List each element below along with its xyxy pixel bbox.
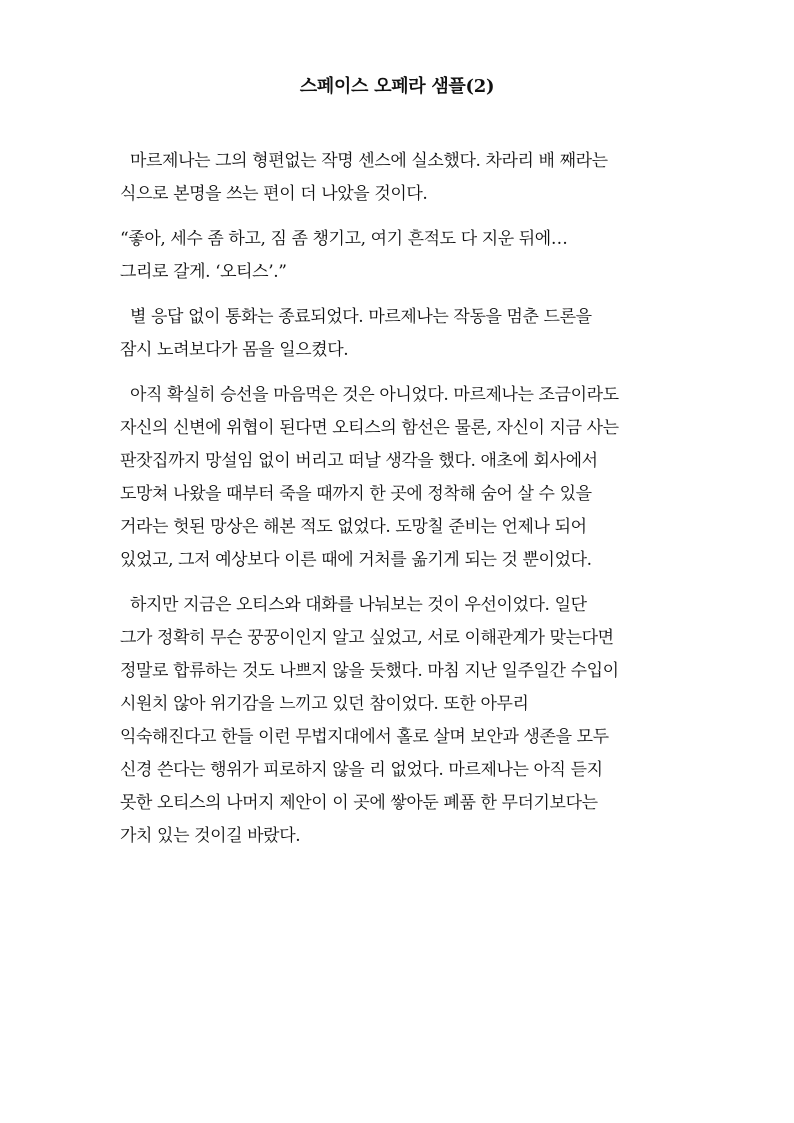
paragraph — [120, 379, 680, 577]
text-line: 잠시 노려보다가 몸을 일으켰다. — [120, 340, 349, 360]
text-line: 판잣집까지 망설임 없이 버리고 떠날 생각을 했다. 애초에 회사에서 — [120, 451, 598, 471]
text-line: 못한 오티스의 나머지 제안이 이 곳에 쌓아둔 폐품 한 무더기보다는 — [120, 793, 598, 813]
text-line: 식으로 본명을 쓰는 편이 더 나았을 것이다. — [120, 184, 428, 204]
text-line: 익숙해진다고 한들 이런 무법지대에서 홀로 살며 보안과 생존을 모두 — [120, 727, 609, 747]
text-line: 정말로 합류하는 것도 나쁘지 않을 듯했다. 마침 지난 일주일간 수입이 — [120, 661, 619, 681]
text-line: 그리로 갈게. ‘오티스’.” — [120, 262, 287, 282]
text-line: 자신의 신변에 위협이 된다면 오티스의 함선은 물론, 자신이 지금 사는 — [120, 418, 619, 438]
text-line: 하지만 지금은 오티스와 대화를 나눠보는 것이 우선이었다. 일단 — [120, 595, 587, 615]
paragraph — [120, 589, 680, 853]
text-line: 아직 확실히 승선을 마음먹은 것은 아니었다. 마르제나는 조금이라도 — [120, 385, 619, 405]
text-line: 마르제나는 그의 형편없는 작명 센스에 실소했다. 차라리 배 째라는 — [120, 151, 608, 171]
paragraph — [120, 145, 680, 211]
page-title: 스페이스 오페라 샘플(2) — [299, 76, 495, 97]
text-line: 거라는 헛된 망상은 해본 적도 없었다. 도망칠 준비는 언제나 되어 — [120, 517, 587, 537]
text-line: 별 응답 없이 통화는 종료되었다. 마르제나는 작동을 멈춘 드론을 — [120, 307, 592, 327]
paragraph — [120, 301, 680, 367]
text-line: “좋아, 세수 좀 하고, 짐 좀 챙기고, 여기 흔적도 다 지운 뒤에… — [120, 229, 568, 249]
paragraph — [120, 223, 680, 289]
document-body — [120, 145, 680, 865]
text-line: 가치 있는 것이길 바랐다. — [120, 826, 301, 846]
text-line: 신경 쓴다는 행위가 피로하지 않을 리 없었다. 마르제나는 아직 듣지 — [120, 760, 603, 780]
text-line: 시원치 않아 위기감을 느끼고 있던 참이었다. 또한 아무리 — [120, 694, 529, 714]
text-line: 있었고, 그저 예상보다 이른 때에 거처를 옮기게 되는 것 뿐이었다. — [120, 550, 592, 570]
text-line: 도망쳐 나왔을 때부터 죽을 때까지 한 곳에 정착해 숨어 살 수 있을 — [120, 484, 592, 504]
text-line: 그가 정확히 무슨 꿍꿍이인지 알고 싶었고, 서로 이해관계가 맞는다면 — [120, 628, 614, 648]
